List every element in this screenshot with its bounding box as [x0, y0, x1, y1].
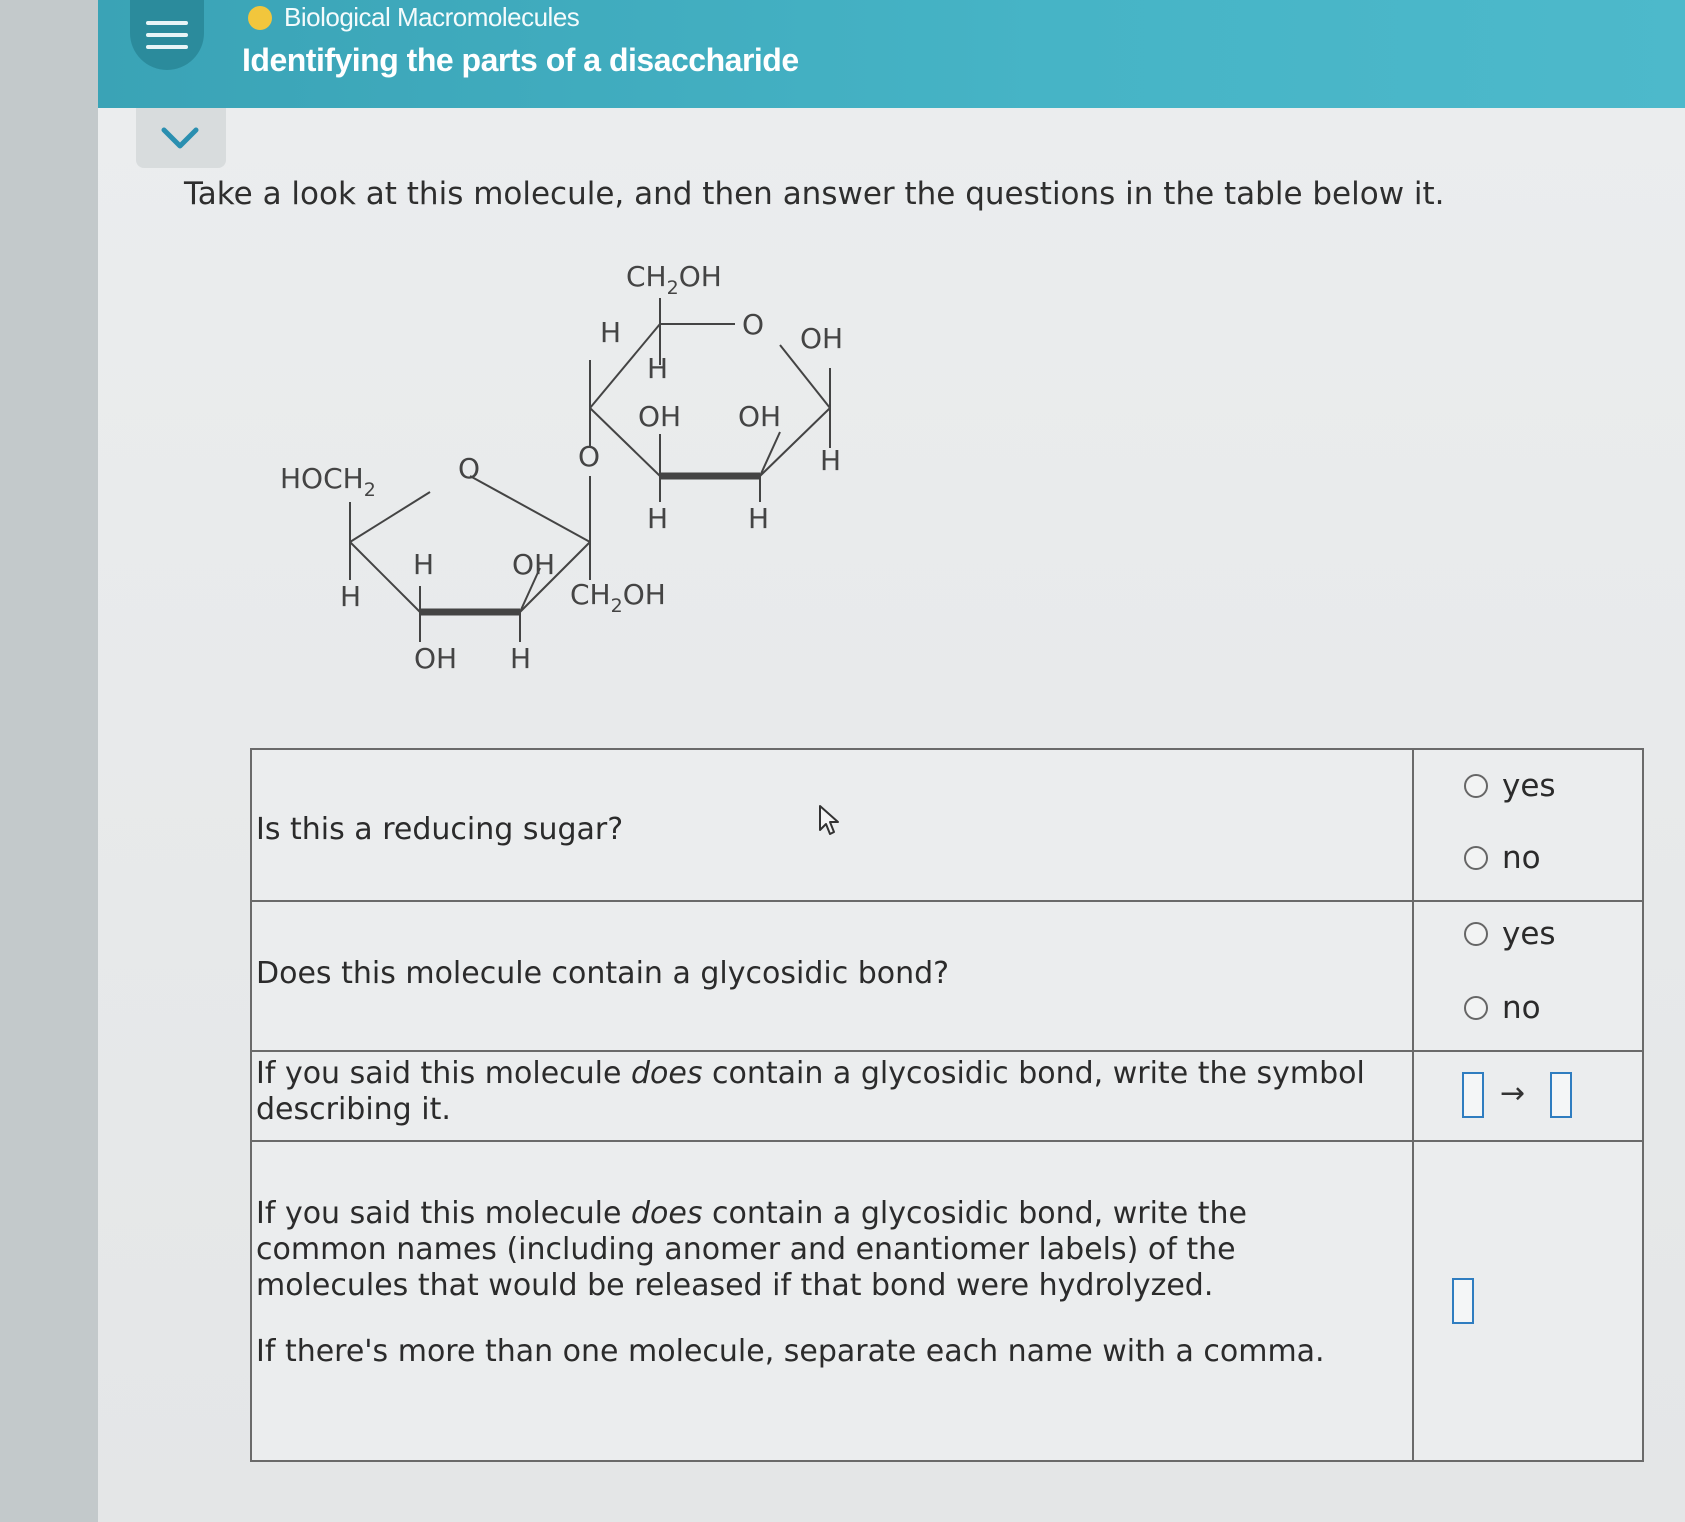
row-divider: [252, 1050, 1642, 1052]
mol-label: OH: [512, 548, 556, 581]
radio-icon[interactable]: [1464, 996, 1488, 1020]
mol-label: H: [600, 316, 622, 349]
mol-label: H: [510, 642, 532, 675]
arrow-symbol: →: [1500, 1076, 1526, 1111]
mol-label: HOCH: [280, 462, 364, 495]
glycosidic-bond-yes[interactable]: [1464, 916, 1556, 952]
question-table: [250, 748, 1644, 1462]
svg-text:CH2OH: $CH_2OH$: [570, 578, 666, 617]
intro-text: Take a look at this molecule, and then answer the questions in the table below it.: [184, 176, 1445, 212]
collapse-button[interactable]: [136, 108, 226, 168]
hydrolysis-names-input[interactable]: [1452, 1278, 1474, 1324]
radio-icon[interactable]: [1464, 922, 1488, 946]
svg-text:HOCH2: $HOCH_2$: [280, 462, 376, 501]
mol-label: H: [413, 548, 435, 581]
question-reducing-sugar: Is this a reducing sugar?: [256, 812, 624, 847]
lesson-title: Identifying the parts of a disaccharide: [242, 42, 799, 78]
radio-icon[interactable]: [1464, 846, 1488, 870]
hamburger-line: [146, 33, 188, 37]
mol-label: CH: [570, 578, 611, 611]
question-glycosidic-bond: Does this molecule contain a glycosidic bond?: [256, 956, 950, 991]
svg-text:CH2OH: $CH_2OH$: [626, 260, 722, 299]
reducing-sugar-yes[interactable]: [1464, 768, 1556, 804]
glycosidic-bond-no[interactable]: [1464, 990, 1541, 1026]
disaccharide-structure: [280, 250, 900, 690]
reducing-sugar-no[interactable]: [1464, 840, 1541, 876]
option-label: yes: [1502, 916, 1556, 952]
row-divider: [252, 1140, 1642, 1142]
mol-label: O: [742, 308, 765, 341]
mol-label: H: [340, 580, 362, 613]
row-divider: [252, 900, 1642, 902]
bond-symbol-input-1[interactable]: [1462, 1072, 1484, 1118]
mol-label: OH: [738, 400, 782, 433]
mouse-pointer-icon: [818, 804, 842, 838]
mol-label: O: [458, 452, 481, 485]
left-margin: [0, 0, 98, 1522]
bond-symbol-input-2[interactable]: [1550, 1072, 1572, 1118]
topic-title: Biological Macromolecules: [284, 2, 580, 32]
option-label: no: [1502, 990, 1541, 1026]
mol-label: OH: [638, 400, 682, 433]
mol-label: CH: [626, 260, 667, 293]
question-bond-symbol: If you said this molecule does contain a glycosidic bond, write the symbol describing it.: [256, 1056, 1365, 1127]
mol-label: H: [647, 352, 669, 385]
hamburger-line: [146, 45, 188, 49]
mol-label: OH: [800, 322, 844, 355]
mol-label: OH: [414, 642, 458, 675]
mol-label: H: [748, 502, 770, 535]
option-label: no: [1502, 840, 1541, 876]
option-label: yes: [1502, 768, 1556, 804]
chevron-down-icon: [160, 124, 200, 152]
question-hydrolysis-products: If you said this molecule does contain a glycosidic bond, write the common names (including anomer and enantiomer labels) of the molecules that would be released if that bond were hydrolyzed.: [256, 1196, 1247, 1303]
column-divider: [1412, 750, 1414, 1460]
hamburger-menu-icon: [146, 21, 188, 25]
question-hydrolysis-note: If there's more than one molecule, separate each name with a comma.: [256, 1334, 1325, 1369]
topic-status-icon: [248, 6, 272, 30]
mol-label: H: [647, 502, 669, 535]
mol-label: H: [820, 444, 842, 477]
mol-label: O: [578, 440, 601, 473]
radio-icon[interactable]: [1464, 774, 1488, 798]
